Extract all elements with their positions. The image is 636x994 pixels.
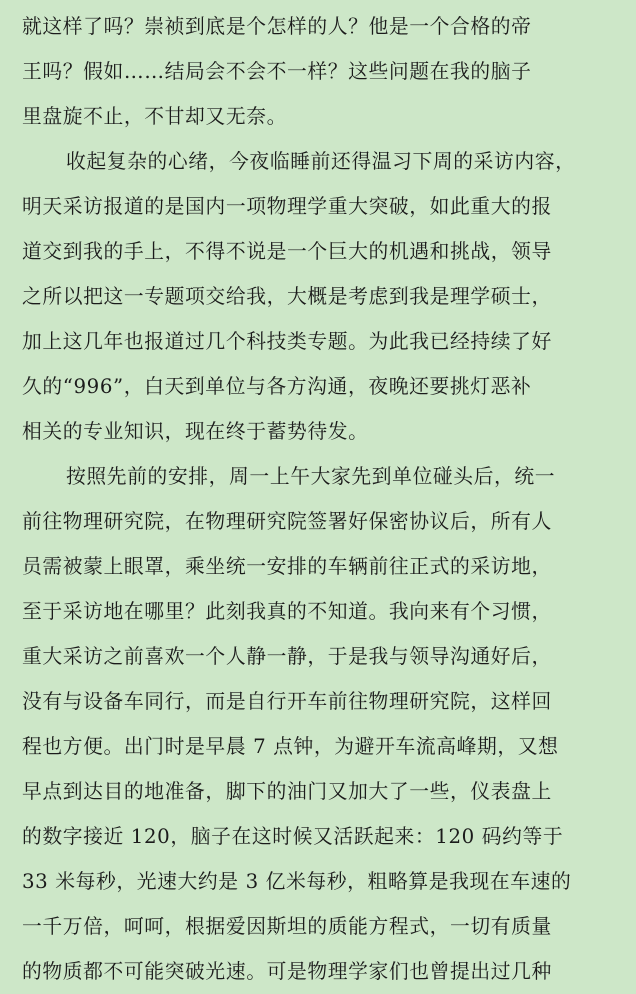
text-line: 久的“996”，白天到单位与各方沟通，夜晚还要挑灯恶补 <box>22 375 532 398</box>
text-line: 前往物理研究院，在物理研究院签署好保密协议后，所有人 <box>22 510 552 533</box>
text-line: 之所以把这一专题项交给我，大概是考虑到我是理学硕士， <box>22 285 552 308</box>
text-line: 没有与设备车同行，而是自行开车前往物理研究院，这样回 <box>22 690 552 713</box>
text-line: 的数字接近 120，脑子在这时候又活跃起来：120 码约等于 <box>22 825 564 848</box>
text-line: 加上这几年也报道过几个科技类专题。为此我已经持续了好 <box>22 330 552 353</box>
text-line: 早点到达目的地准备，脚下的油门又加大了一些，仪表盘上 <box>22 780 552 803</box>
text-line: 里盘旋不止，不甘却又无奈。 <box>22 105 287 128</box>
text-line: 就这样了吗？崇祯到底是个怎样的人？他是一个合格的帝 <box>22 15 532 38</box>
text-line: 至于采访地在哪里？此刻我真的不知道。我向来有个习惯， <box>22 600 552 623</box>
paragraph-first-line: 按照先前的安排，周一上午大家先到单位碰头后，统一 <box>66 465 556 488</box>
text-line: 王吗？假如……结局会不会不一样？这些问题在我的脑子 <box>22 60 532 83</box>
paragraph-first-line: 收起复杂的心绪，今夜临睡前还得温习下周的采访内容， <box>66 150 576 173</box>
text-line: 的物质都不可能突破光速。可是物理学家们也曾提出过几种 <box>22 960 552 983</box>
text-line: 程也方便。出门时是早晨 7 点钟，为避开车流高峰期，又想 <box>22 735 559 758</box>
text-line: 33 米每秒，光速大约是 3 亿米每秒，粗略算是我现在车速的 <box>22 870 572 893</box>
text-line: 明天采访报道的是国内一项物理学重大突破，如此重大的报 <box>22 195 552 218</box>
text-line: 一千万倍，呵呵，根据爱因斯坦的质能方程式，一切有质量 <box>22 915 552 938</box>
text-line: 相关的专业知识，现在终于蓄势待发。 <box>22 420 369 443</box>
text-line: 重大采访之前喜欢一个人静一静，于是我与领导沟通好后， <box>22 645 552 668</box>
text-line: 员需被蒙上眼罩，乘坐统一安排的车辆前往正式的采访地， <box>22 555 552 578</box>
text-line: 道交到我的手上，不得不说是一个巨大的机遇和挑战，领导 <box>22 240 552 263</box>
document-body <box>22 4 622 994</box>
